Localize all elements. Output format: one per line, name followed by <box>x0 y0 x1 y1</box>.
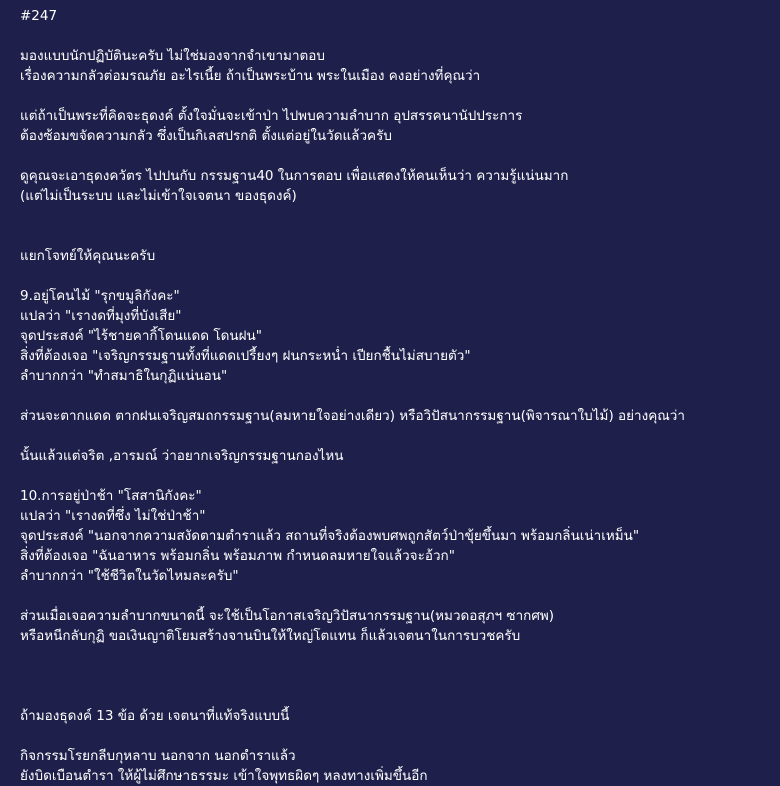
text-line: ยังบิดเบือนตำรา ให้ผู้ไม่ศึกษาธรรมะ เข้าใจพุทธผิดๆ หลงทางเพิ่มขึ้นอีก <box>20 768 428 784</box>
text-line: มองแบบนักปฏิบัตินะครับ ไม่ใช่มองจากจำเขามาตอบ <box>20 48 325 64</box>
spacer <box>20 726 772 746</box>
spacer <box>20 386 772 406</box>
paragraph-4 <box>20 246 772 266</box>
text-line: สิ่งที่ต้องเจอ "เจริญกรรมฐานทั้งที่แดดเปรี้ยงๆ ฝนกระหน่ำ เปียกชื้นไม่สบายตัว" <box>20 348 471 364</box>
spacer <box>20 686 772 706</box>
paragraph-11 <box>20 746 772 786</box>
text-line: ส่วนจะตากแดด ตากฝนเจริญสมถกรรมฐาน(ลมหายใจอย่างเดียว) หรือวิปัสนากรรมฐาน(พิจารณาใบไม้) อย่างคุณว่า <box>20 408 685 424</box>
spacer <box>20 466 772 486</box>
spacer <box>20 426 772 446</box>
forum-post <box>20 6 772 786</box>
item-10-title: 10.การอยู่ป่าช้า "โสสานิกังคะ" <box>20 488 202 504</box>
text-line: แปลว่า "เรางดที่ซึ่ง ไม่ใช่ป่าช้า" <box>20 508 206 524</box>
text-line: แปลว่า "เรางดที่มุงที่บังเสีย" <box>20 308 182 324</box>
text-line: (แต่ไม่เป็นระบบ และไม่เข้าใจเจตนา ของธุดงค์) <box>20 188 297 204</box>
spacer <box>20 86 772 106</box>
paragraph-3 <box>20 166 772 206</box>
text-line: หรือหนีกลับกุฏิ ขอเงินญาติโยมสร้างจานบินให้ใหญ่โตแทน ก็แล้วเจตนาในการบวชครับ <box>20 628 521 644</box>
paragraph-9 <box>20 606 772 646</box>
spacer <box>20 206 772 226</box>
text-line: จุดประสงค์ "นอกจากความสงัดตามตำราแล้ว สถานที่จริงต้องพบศพถูกสัตว์ป่าขุ้ยขึ้นมา พร้อมกลิ่นเน่าเหม็น" <box>20 528 640 544</box>
text-line: ลำบากกว่า "ใช้ชีวิตในวัดไหมละครับ" <box>20 568 239 584</box>
text-line: กิจกรรมโรยกลีบกุหลาบ นอกจาก นอกตำราแล้ว <box>20 748 296 764</box>
spacer <box>20 26 772 46</box>
text-line: จุดประสงค์ "ไร้ชายคากิ้โดนแดด โดนฝน" <box>20 328 262 344</box>
paragraph-1 <box>20 46 772 86</box>
spacer <box>20 226 772 246</box>
text-line: แยกโจทย์ให้คุณนะครับ <box>20 248 156 264</box>
text-line: ดูคุณจะเอาธุดงควัตร ไปปนกับ กรรมฐาน40 ในการตอบ เพื่อแสดงให้คนเห็นว่า ความรู้แน่นมาก <box>20 168 569 184</box>
item-9-block <box>20 286 772 386</box>
text-line: ถ้ามองธุดงค์ 13 ข้อ ด้วย เจตนาที่แท้จริงแบบนี้ <box>20 708 290 724</box>
spacer <box>20 586 772 606</box>
paragraph-2 <box>20 106 772 146</box>
paragraph-7 <box>20 446 772 466</box>
item-10-block <box>20 486 772 586</box>
text-line: สิ่งที่ต้องเจอ "ฉันอาหาร พร้อมกลิ่น พร้อมภาพ กำหนดลมหายใจแล้วจะอ้วก" <box>20 548 455 564</box>
text-line: ลำบากกว่า "ทำสมาธิในกุฏิแน่นอน" <box>20 368 228 384</box>
post-number: #247 <box>20 8 58 24</box>
spacer <box>20 146 772 166</box>
spacer <box>20 646 772 666</box>
text-line: นั้นแล้วแต่จริต ,อารมณ์ ว่าอยากเจริญกรรมฐานกองไหน <box>20 448 344 464</box>
spacer <box>20 666 772 686</box>
paragraph-6 <box>20 406 772 426</box>
text-line: ส่วนเมื่อเจอความลำบากขนาดนี้ จะใช้เป็นโอกาสเจริญวิปัสนากรรมฐาน(หมวดอสุภฯ ซากศพ) <box>20 608 555 624</box>
text-line: เรื่องความกลัวต่อมรณภัย อะไรเนี้ย ถ้าเป็นพระบ้าน พระในเมือง คงอย่างที่คุณว่า <box>20 68 481 84</box>
text-line: ต้องซ้อมขจัดความกลัว ซึ่งเป็นกิเลสปรกติ ตั้งแต่อยู่ในวัดแล้วครับ <box>20 128 392 144</box>
spacer <box>20 266 772 286</box>
item-9-title: 9.อยู่โคนไม้ "รุกขมูลิกังคะ" <box>20 288 180 304</box>
text-line: แต่ถ้าเป็นพระที่คิดจะธุดงค์ ตั้งใจมั่นจะเข้าป่า ไปพบความลำบาก อุปสรรคนานัปประการ <box>20 108 523 124</box>
paragraph-10 <box>20 706 772 726</box>
